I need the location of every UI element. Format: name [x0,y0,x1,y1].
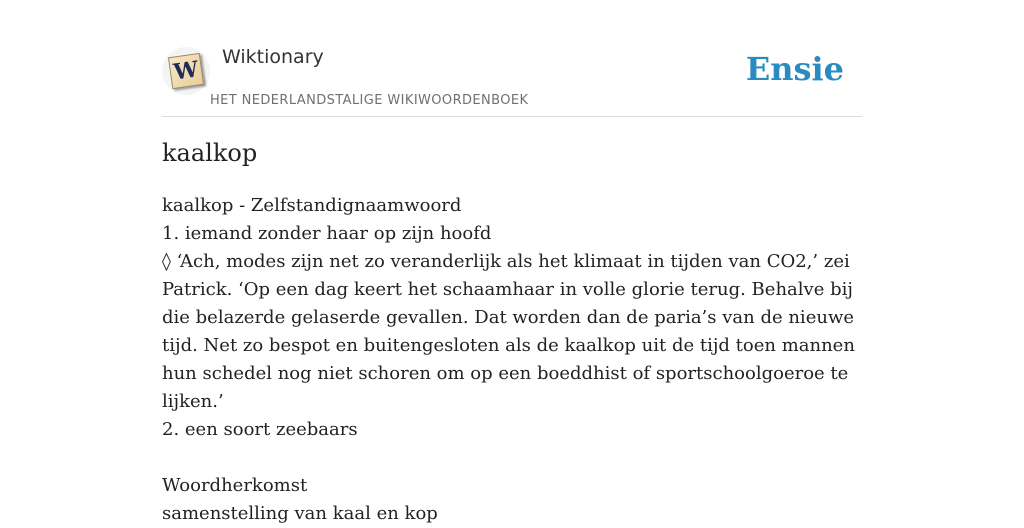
logo-letter: W [168,53,204,89]
word-class-line: kaalkop - Zelfstandignaamwoord [162,195,462,216]
etymology-text: samenstelling van kaal en kop [162,503,438,524]
entry-content [162,192,862,528]
section-spacer [162,444,862,472]
ensie-brand-logo[interactable]: Ensie [745,50,844,88]
definition-1: 1. iemand zonder haar op zijn hoofd [162,223,492,244]
page-title: kaalkop [162,139,258,167]
etymology-heading: Woordherkomst [162,475,308,496]
definition-2: 2. een soort zeebaars [162,419,358,440]
wiktionary-logo-icon[interactable] [162,47,210,95]
example-quote: ◊ ‘Ach, modes zijn net zo veranderlijk als het klimaat in tijden van CO2,’ zei Patrick. ‘Op een dag keert het schaamhaar in volle glorie terug. Behalve bij die belazerde gelaserde gevallen. Dat worden dan de paria’s van de nieuwe tijd. Net zo bespot en buitengesloten als de kaalkop uit de tijd toen mannen hun schedel nog niet schoren om op een boeddhist of sportschoolgoeroe te lijken.’ [162,251,855,412]
site-name[interactable]: Wiktionary [222,46,324,68]
site-tagline: HET NEDERLANDSTALIGE WIKIWOORDENBOEK [210,93,529,108]
site-header [162,40,862,117]
